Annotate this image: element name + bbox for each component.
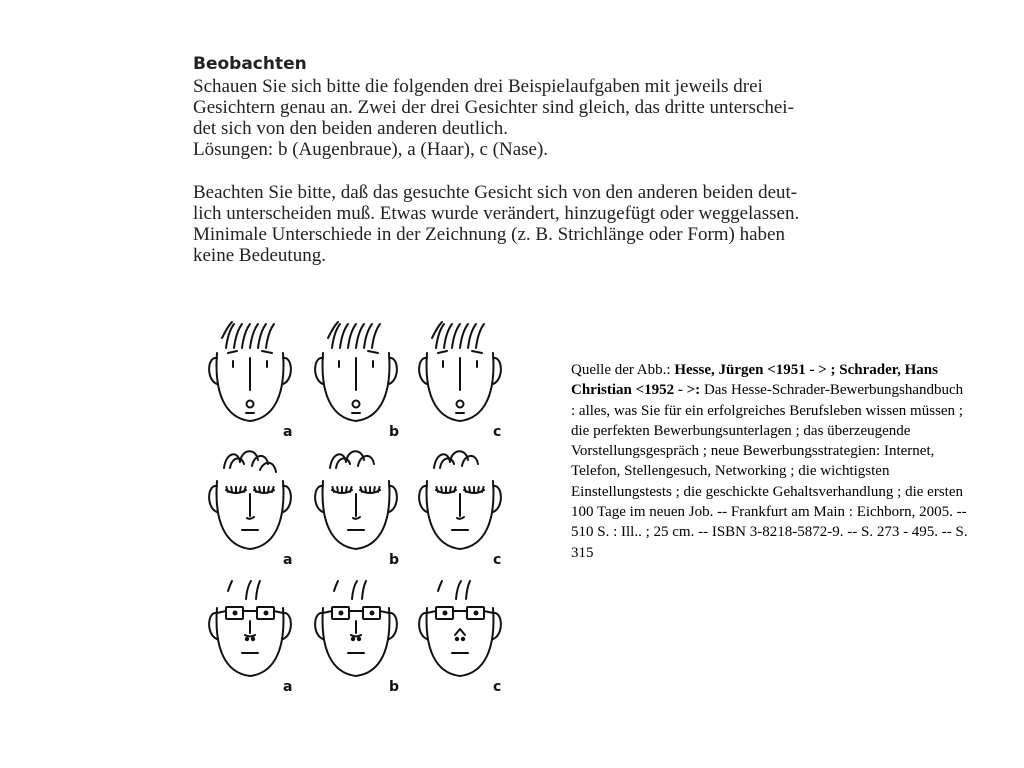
eyelash: [231, 487, 232, 492]
eyelash: [240, 487, 241, 492]
glasses-arm: [380, 611, 389, 613]
hair-strand: [362, 581, 366, 599]
eyelash: [259, 487, 260, 492]
face-label-c: c: [493, 552, 502, 568]
hair-strand: [468, 324, 476, 348]
citation-body: Das Hesse-Schrader-Bewerbungshandbuch : alles, was Sie für ein erfolgreiches Berufsleben wissen müssen ; die perfekten Bewerbungsunterlagen ; das überzeugende Vorstellungsgespräch ; neue Bewerbungsstrategien: Internet, Telefon, Stellengesuch, Networking ; die wichtigsten Einstellungstests ; die geschickte Gehaltsverhandlung ; die ersten 100 Tage im neuen Job. -- Frankfurt am Main : Eichborn, 2005. -- 510 S. : Ill.. ; 25 cm. -- ISBN 3-8218-5872-9. -- S. 273 - 495. -- S. 315: [571, 382, 968, 561]
nostril: [352, 638, 354, 640]
right-eyebrow: [472, 351, 482, 353]
hair-strand: [476, 324, 484, 348]
hair-curl: [440, 458, 454, 468]
face-label-a: a: [283, 679, 293, 695]
mouth: [457, 401, 464, 408]
hair-strand: [456, 581, 461, 599]
task-instructions: [193, 54, 843, 266]
glasses-arm: [427, 611, 436, 613]
glasses-arm: [484, 611, 493, 613]
nose: [455, 629, 465, 635]
face-label-c: c: [493, 424, 502, 440]
nostril: [456, 638, 458, 640]
right-pupil: [371, 612, 374, 615]
eyelash: [365, 487, 366, 492]
nose-tip: [457, 517, 464, 519]
nose-tip: [351, 635, 361, 637]
hair-strand: [364, 324, 372, 348]
nose-tip: [353, 517, 360, 519]
hair-strand: [242, 324, 250, 348]
hair-strand: [250, 324, 258, 348]
eyelash: [268, 487, 269, 492]
source-citation: [571, 360, 969, 563]
hair-curl: [462, 456, 478, 466]
face-label-b: b: [389, 679, 400, 695]
task-intro: Schauen Sie sich bitte die folgenden drei Beispielaufgaben mit jeweils drei Gesichtern genau an. Zwei der drei Gesichter sind gleich, das dritte unterschei- det sich von den beiden anderen deutlich.: [193, 76, 794, 139]
nose-tip: [247, 517, 254, 519]
nostril: [252, 638, 254, 640]
hair-strand: [340, 324, 348, 348]
eyelash: [478, 487, 479, 492]
hair-strand: [460, 324, 468, 348]
mouth: [353, 401, 360, 408]
face-label-a: a: [283, 424, 293, 440]
right-pupil: [265, 612, 268, 615]
face-b: [315, 322, 397, 421]
face-a: [209, 581, 291, 676]
hair-strand: [356, 324, 364, 348]
hair-curl: [252, 456, 268, 466]
eyelash: [337, 487, 338, 492]
left-pupil: [444, 612, 447, 615]
right-pupil: [475, 612, 478, 615]
hair-strand: [234, 324, 242, 348]
face-label-a: a: [283, 552, 293, 568]
eyelash: [346, 487, 347, 492]
mouth: [247, 401, 254, 408]
task-title: Beobachten: [193, 54, 307, 74]
hair-strand: [228, 581, 232, 591]
nostril: [462, 638, 464, 640]
face-label-b: b: [389, 424, 400, 440]
hair-strand: [466, 581, 470, 599]
hair-curl: [358, 456, 374, 466]
hair-strand: [444, 324, 452, 348]
nose-tip: [245, 635, 255, 637]
eyelash: [450, 487, 451, 492]
glasses-arm: [274, 611, 283, 613]
face-c: [419, 322, 501, 421]
face-a: [209, 451, 291, 549]
hair-strand: [438, 581, 442, 591]
citation-authors: Hesse, Jürgen <1951 - > ; Schrader, Hans Christian <1952 - >:: [571, 362, 938, 399]
faces-figure: [198, 318, 510, 708]
eyelash: [374, 487, 375, 492]
face-c: [419, 451, 501, 549]
hair-strand: [452, 324, 460, 348]
glasses-arm: [217, 611, 226, 613]
nostril: [246, 638, 248, 640]
hair-curl: [336, 458, 350, 468]
right-eyebrow: [262, 351, 272, 353]
hair-strand: [372, 324, 380, 348]
left-pupil: [234, 612, 237, 615]
eyelash: [469, 487, 470, 492]
left-eyebrow: [438, 351, 447, 353]
hair-curl: [230, 458, 244, 468]
hair-strand: [334, 581, 338, 591]
face-a: [209, 322, 291, 421]
nostril: [358, 638, 360, 640]
eyelash: [441, 487, 442, 492]
task-solutions: Lösungen: b (Augenbraue), a (Haar), c (Nase).: [193, 139, 549, 160]
face-b: [315, 581, 397, 676]
face-c: [419, 581, 501, 676]
right-eyebrow: [368, 351, 378, 353]
hair-strand: [256, 581, 260, 599]
hair-strand: [266, 324, 274, 348]
hair-strand: [258, 324, 266, 348]
face-label-c: c: [493, 679, 502, 695]
hair-strand: [246, 581, 251, 599]
face-b: [315, 451, 397, 549]
left-pupil: [340, 612, 343, 615]
glasses-arm: [323, 611, 332, 613]
face-label-b: b: [389, 552, 400, 568]
left-eyebrow: [228, 351, 237, 353]
task-note: Beachten Sie bitte, daß das gesuchte Gesicht sich von den anderen beiden deut- lich unterscheiden muß. Etwas wurde verändert, hinzugefügt oder weggelassen. Minimale Unterschiede in der Zeichnung (z. B. Strichlänge oder Form) haben keine Bedeutung.: [193, 182, 800, 266]
hair-strand: [348, 324, 356, 348]
citation-prefix: Quelle der Abb.:: [571, 362, 675, 378]
hair-strand: [352, 581, 357, 599]
